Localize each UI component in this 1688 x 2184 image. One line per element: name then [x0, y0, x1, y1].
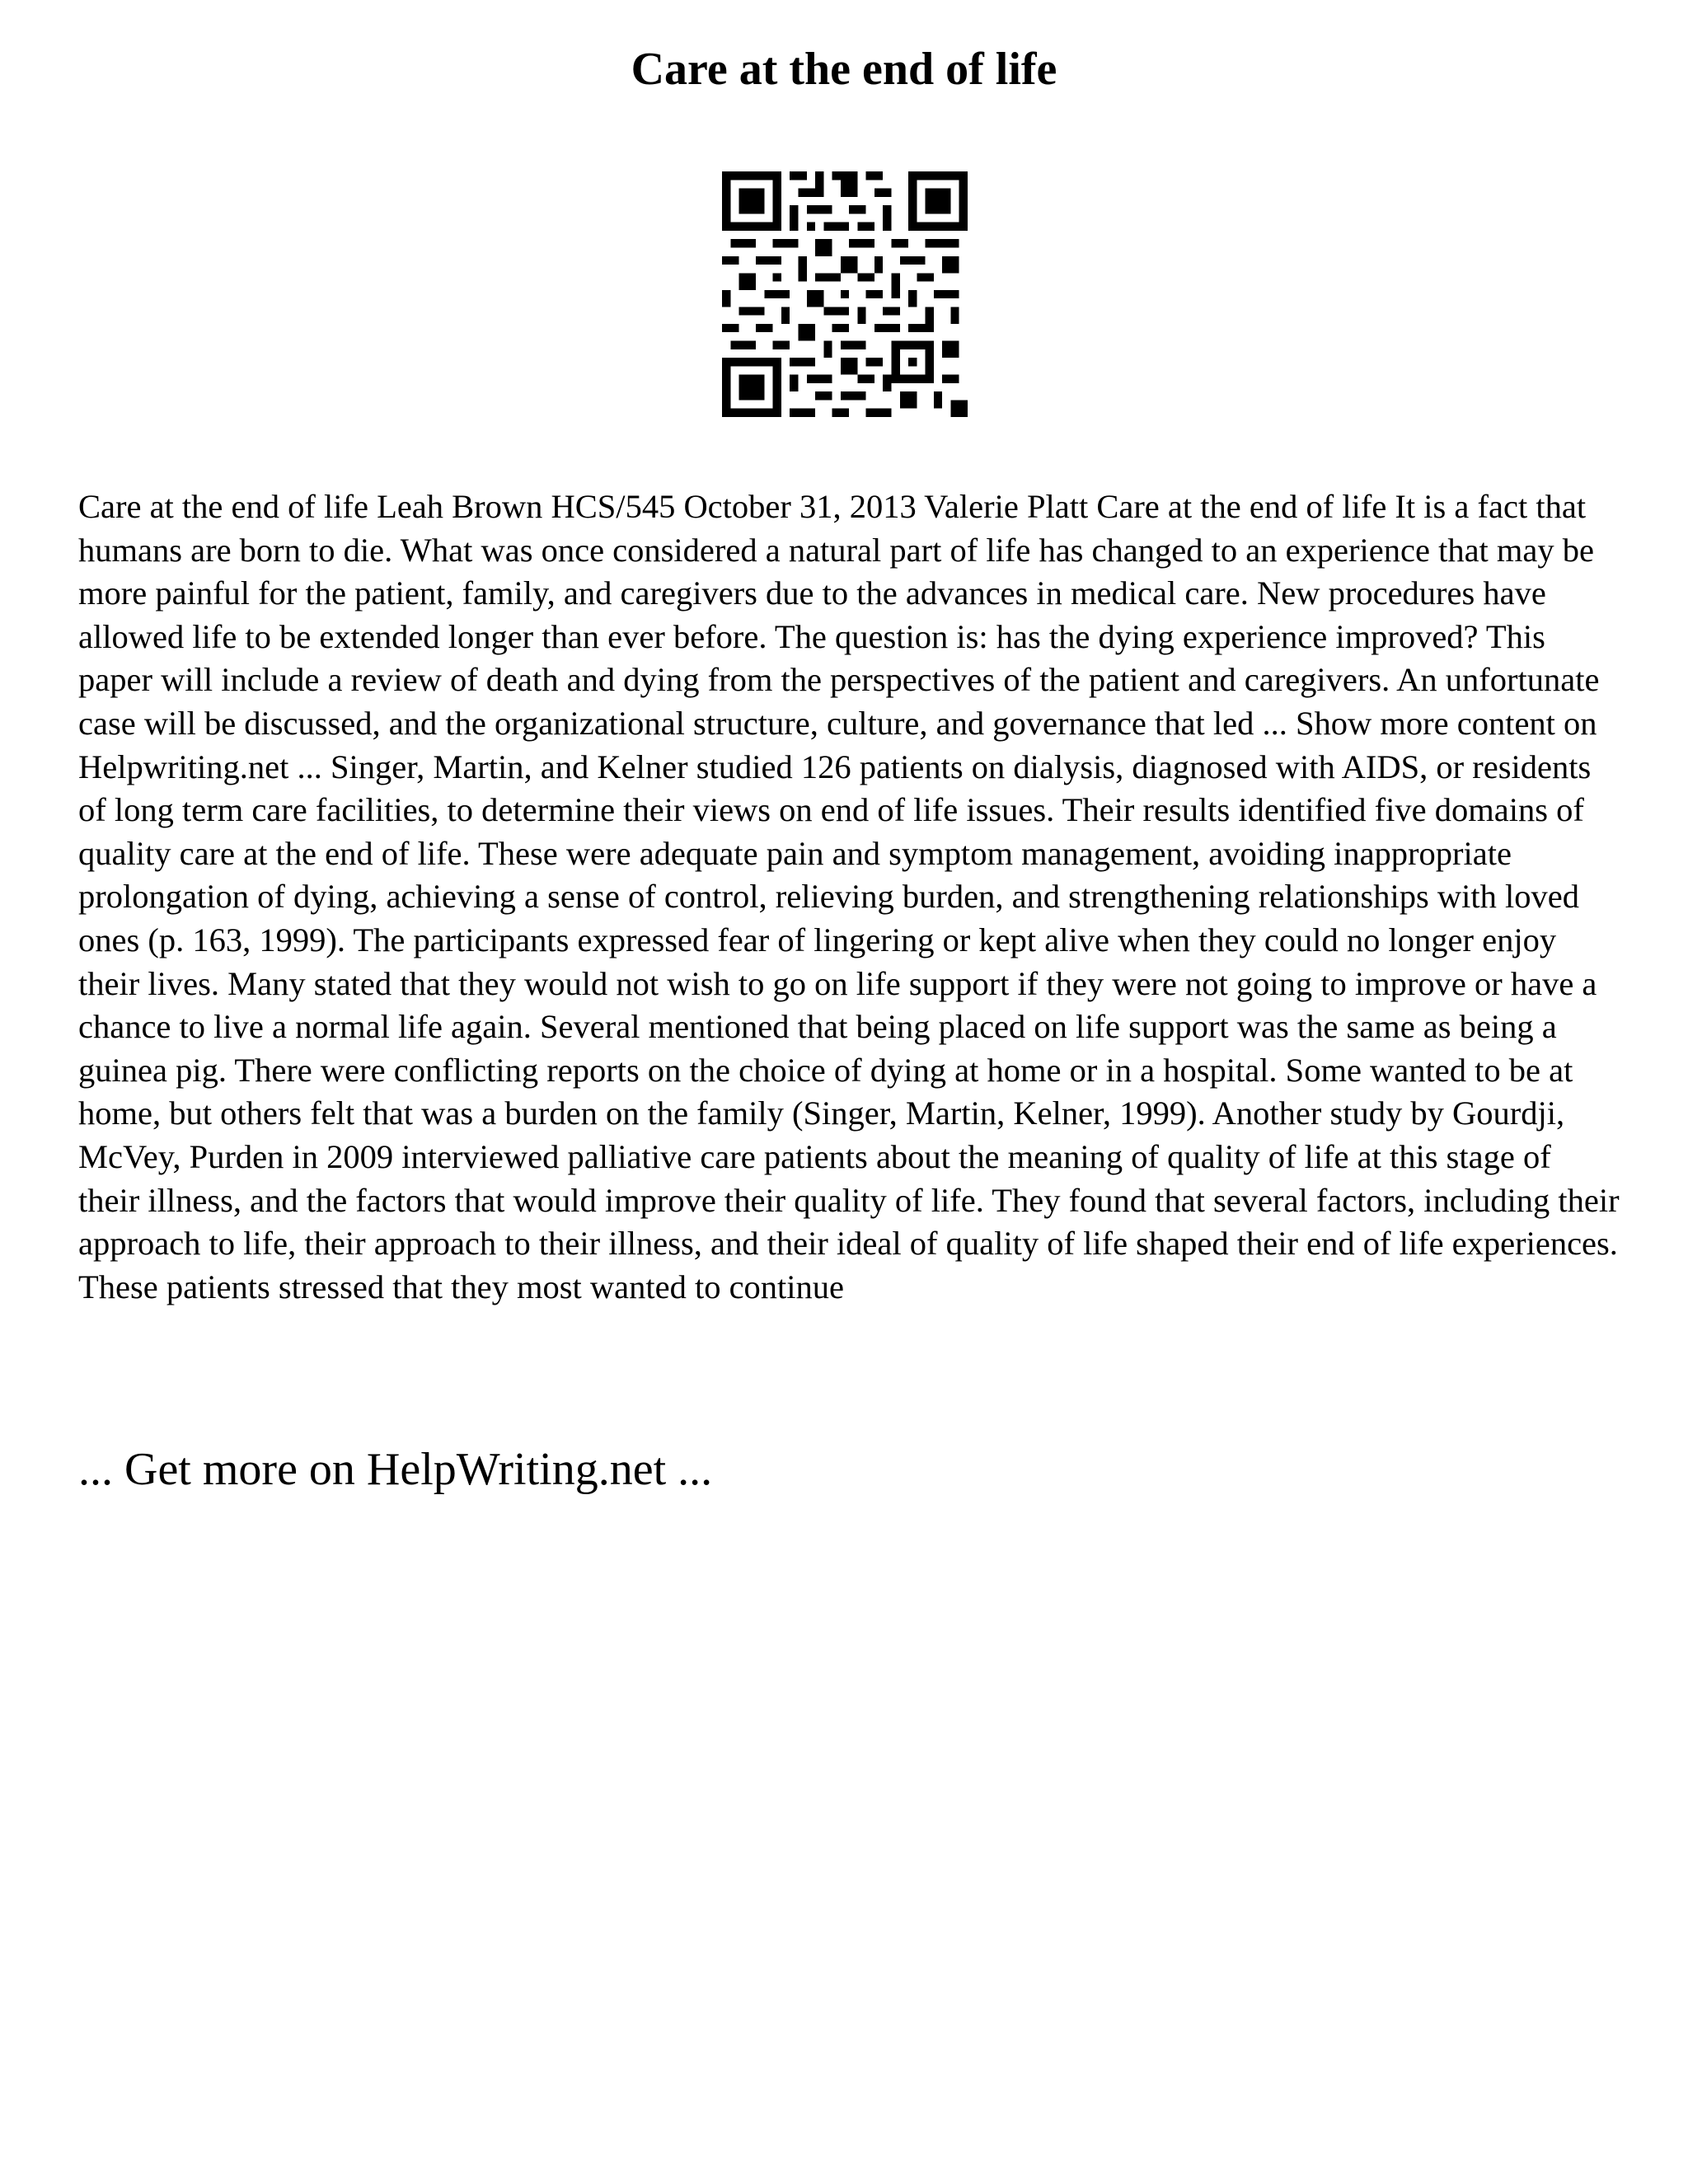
body-text: Care at the end of life Leah Brown HCS/545 October 31, 2013 Valerie Platt Care at the end of life It is a fact that humans are born to die. What was once considered a natural part of life has changed to an experience that may be more painful for the patient, family, and caregivers due to the advances in medical care. New procedures have allowed life to be extended longer than ever before. The question is: has the dying experience improved? This paper will include a review of death and dying from the perspectives of the patient and caregivers. An unfortunate case will be discussed, and the organizational structure, culture, and governance that led ... Show more content on Helpwriting.net ... Singer, Martin, and Kelner studied 126 patients on dialysis, diagnosed with AIDS, or residents of long term care facilities, to determine their views on end of life issues. Their results identified five domains of quality care at the end of life. These were adequate pain and symptom management, avoiding inappropriate prolongation of dying, achieving a sense of control, relieving burden, and strengthening relationships with loved ones (p. 163, 1999). The participants expressed fear of lingering or kept alive when they could no longer enjoy their lives. Many stated that they would not wish to go on life support if they were not going to improve or have a chance to live a normal life again. Several mentioned that being placed on life support was the same as being a guinea pig. There were conflicting reports on the choice of dying at home or in a hospital. Some wanted to be at home, but others felt that was a burden on the family (Singer, Martin, Kelner, 1999). Another study by Gourdji, McVey, Purden in 2009 interviewed palliative care patients about the meaning of quality of life at this stage of their illness, and the factors that would improve their quality of life. They found that several factors, including their approach to life, their approach to their illness, and their ideal of quality of life shaped their end of life experiences. These patients stressed that they most wanted to continue — [78, 488, 1620, 1305]
get-more-link[interactable]: ... Get more on HelpWriting.net ... — [78, 1444, 713, 1495]
qr-code-icon — [722, 171, 968, 417]
document-title: Care at the end of life — [631, 44, 1057, 95]
